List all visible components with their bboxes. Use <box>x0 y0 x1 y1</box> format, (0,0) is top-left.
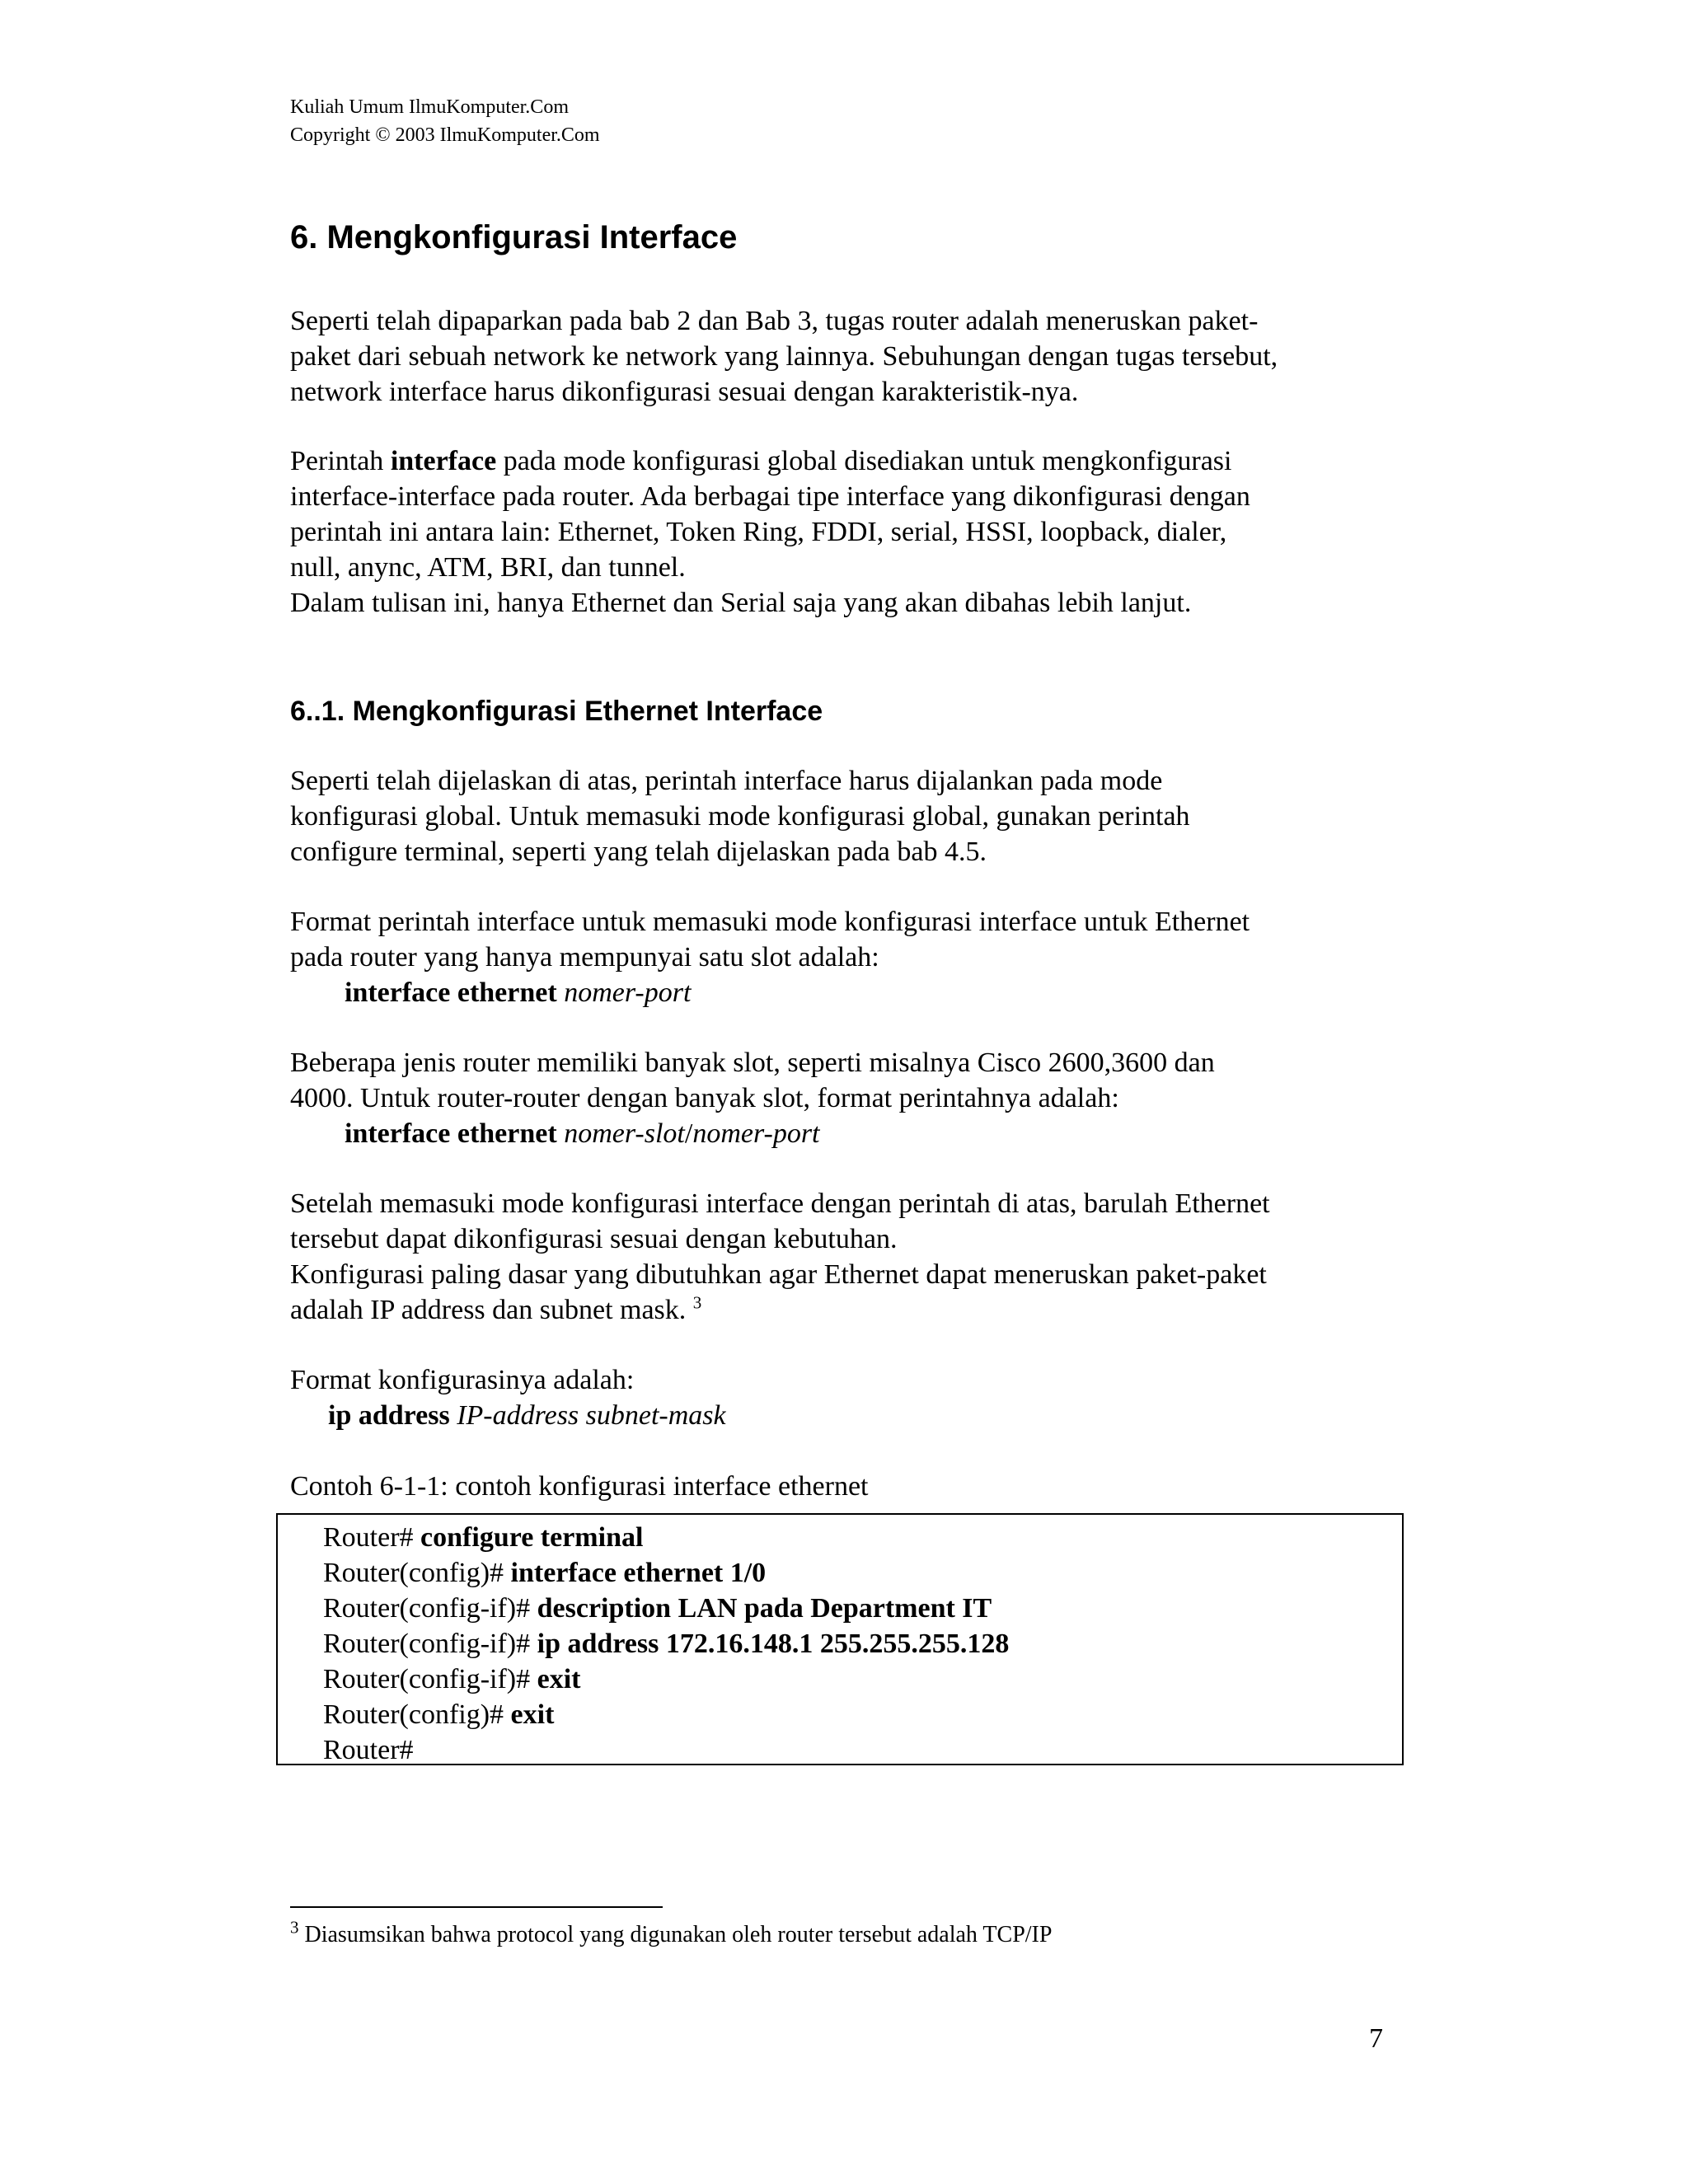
text-line: network interface harus dikonfigurasi sesuai dengan karakteristik-nya. <box>290 377 1079 407</box>
subsection-title: 6..1. Mengkonfigurasi Ethernet Interface <box>290 696 823 727</box>
code-prompt: Router(config)# <box>323 1699 511 1730</box>
text-line: interface-interface pada router. Ada berbagai tipe interface yang dikonfigurasi dengan <box>290 481 1250 512</box>
code-command: ip address 172.16.148.1 255.255.255.128 <box>537 1629 1010 1659</box>
code-line <box>323 1591 1402 1626</box>
code-command: configure terminal <box>420 1522 644 1553</box>
text-line: Contoh 6-1-1: contoh konfigurasi interface ethernet <box>290 1471 869 1502</box>
paragraph-intro <box>290 303 1390 410</box>
code-prompt: Router(config-if)# <box>323 1629 537 1659</box>
text-line: Format konfigurasinya adalah: <box>290 1365 635 1395</box>
code-prompt: Router# <box>323 1522 421 1553</box>
text-line <box>290 443 1390 479</box>
command-syntax-multi-slot <box>345 1116 820 1151</box>
code-command: exit <box>537 1664 581 1694</box>
text-line: konfigurasi global. Untuk memasuki mode konfigurasi global, gunakan perintah <box>290 801 1190 832</box>
paragraph-format-single-slot <box>290 904 1390 975</box>
text-line: Beberapa jenis router memiliki banyak slot, seperti misalnya Cisco 2600,3600 dan <box>290 1047 1215 1078</box>
code-command: interface ethernet 1/0 <box>510 1558 767 1588</box>
command-syntax-single-slot <box>345 975 691 1010</box>
command-parameter: nomer-slot <box>564 1118 685 1149</box>
header-line-2: Copyright © 2003 IlmuKomputer.Com <box>290 124 600 146</box>
code-line <box>323 1626 1402 1661</box>
command-keyword: interface ethernet <box>345 1118 557 1149</box>
text-line: Seperti telah dipaparkan pada bab 2 dan Bab 3, tugas router adalah meneruskan paket- <box>290 306 1259 336</box>
code-example-box <box>276 1513 1404 1765</box>
code-prompt: Router(config-if)# <box>323 1664 537 1694</box>
paragraph-interface-command <box>290 443 1390 621</box>
footnote <box>290 1917 1053 1950</box>
text-line: perintah ini antara lain: Ethernet, Token Ring, FDDI, serial, HSSI, loopback, dialer, <box>290 517 1227 547</box>
text-line <box>290 1292 1390 1328</box>
paragraph-after-interface <box>290 1186 1390 1257</box>
section-title: 6. Mengkonfigurasi Interface <box>290 219 738 255</box>
code-line <box>323 1661 1402 1697</box>
text-line: configure terminal, seperti yang telah dijelaskan pada bab 4.5. <box>290 837 987 867</box>
code-prompt: Router(config-if)# <box>323 1593 537 1624</box>
text-line: Seperti telah dijelaskan di atas, perintah interface harus dijalankan pada mode <box>290 766 1163 796</box>
paragraph-format-multi-slot <box>290 1045 1390 1116</box>
code-prompt: Router(config)# <box>323 1558 511 1588</box>
text-run: pada mode konfigurasi global disediakan untuk mengkonfigurasi <box>496 446 1232 476</box>
text-run: Perintah <box>290 446 391 476</box>
paragraph-global-mode <box>290 763 1390 869</box>
footnote-text: Diasumsikan bahwa protocol yang digunakan oleh router tersebut adalah TCP/IP <box>298 1922 1053 1947</box>
text-line: Konfigurasi paling dasar yang dibutuhkan agar Ethernet dapat meneruskan paket-paket <box>290 1259 1267 1290</box>
page-header <box>290 93 600 149</box>
command-parameter: nomer-port <box>564 977 692 1008</box>
paragraph-basic-config <box>290 1257 1390 1328</box>
text-line: tersebut dapat dikonfigurasi sesuai dengan kebutuhan. <box>290 1224 898 1254</box>
text-line: paket dari sebuah network ke network yang lainnya. Sebuhungan dengan tugas tersebut, <box>290 341 1278 372</box>
footnote-separator <box>290 1906 663 1908</box>
command-separator: / <box>684 1118 693 1149</box>
code-line <box>323 1732 1402 1768</box>
text-line: Dalam tulisan ini, hanya Ethernet dan Serial saja yang akan dibahas lebih lanjut. <box>290 588 1192 618</box>
command-parameter: IP-address subnet-mask <box>457 1400 726 1431</box>
code-line <box>323 1555 1402 1591</box>
text-line: 4000. Untuk router-router dengan banyak slot, format perintahnya adalah: <box>290 1083 1119 1113</box>
command-parameter: nomer-port <box>692 1118 820 1149</box>
text-run: adalah IP address dan subnet mask. <box>290 1295 687 1325</box>
command-keyword: interface ethernet <box>345 977 557 1008</box>
command-keyword: ip address <box>328 1400 450 1431</box>
example-caption <box>290 1469 1390 1504</box>
footnote-number: 3 <box>290 1917 299 1938</box>
code-prompt: Router# <box>323 1735 414 1765</box>
code-line <box>323 1697 1402 1732</box>
footnote-reference[interactable]: 3 <box>692 1292 702 1313</box>
text-line: Format perintah interface untuk memasuki mode konfigurasi interface untuk Ethernet <box>290 907 1250 937</box>
code-line <box>323 1520 1402 1555</box>
header-line-1: Kuliah Umum IlmuKomputer.Com <box>290 96 569 118</box>
paragraph-config-format <box>290 1362 1390 1398</box>
text-line: Setelah memasuki mode konfigurasi interface dengan perintah di atas, barulah Ethernet <box>290 1188 1270 1219</box>
code-command: exit <box>510 1699 555 1730</box>
text-line: null, anync, ATM, BRI, dan tunnel. <box>290 552 686 583</box>
text-line: pada router yang hanya mempunyai satu slot adalah: <box>290 942 879 972</box>
code-command: description LAN pada Department IT <box>537 1593 992 1624</box>
keyword-interface: interface <box>390 446 497 476</box>
command-syntax-ip-address <box>328 1398 726 1433</box>
page-number: 7 <box>1369 2023 1383 2054</box>
